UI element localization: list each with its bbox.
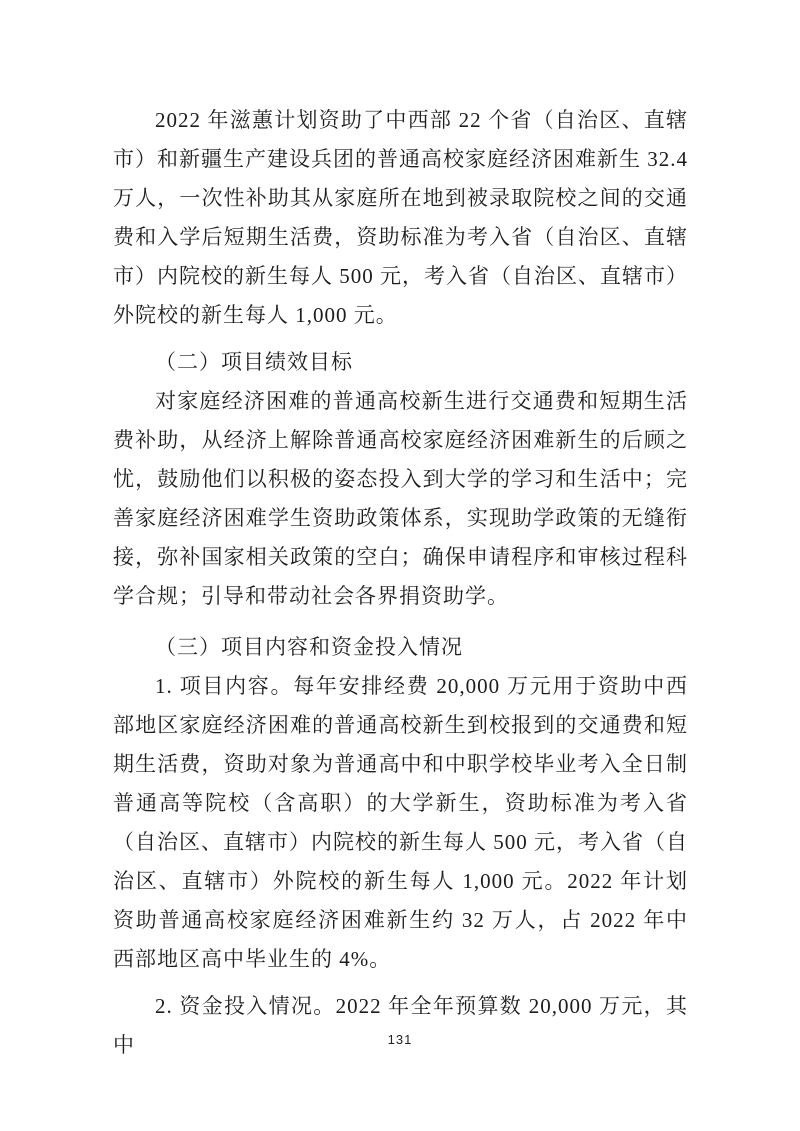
heading-section-3-content-and-funding: （三）项目内容和资金投入情况 [155,635,463,659]
page-number: 131 [387,1032,413,1047]
paragraph-performance-goals: 对家庭经济困难的普通高校新生进行交通费和短期生活费补助，从经济上解除普通高校家庭经济困难新生的后顾之忧，鼓励他们以积极的姿态投入到大学的学习和生活中；完善家庭经济困难学生资助政策体系，实现助学政策的无缝衔接，弥补国家相关政策的空白；确保申请程序和审核过程科学合规；引导和带动社会各界捐资助学。 [113,389,688,608]
heading-section-2-performance-goals: （二）项目绩效目标 [155,350,353,374]
paragraph-funding-input: 2. 资金投入情况。2022 年全年预算数 20,000 万元，其中 [113,994,688,1057]
document-body [113,101,688,1065]
paragraph-zihui-plan-2022: 2022 年滋蕙计划资助了中西部 22 个省（自治区、直辖市）和新疆生产建设兵团的普通高校家庭经济困难新生 32.4 万人，一次性补助其从家庭所在地到被录取院校之间的交通费和入学后短期生活费，资助标准为考入省（自治区、直辖市）内院校的新生每人 500 元，考入省（自治区、直辖市）外院校的新生每人 1,000 元。 [113,108,688,327]
paragraph-project-content: 1. 项目内容。每年安排经费 20,000 万元用于资助中西部地区家庭经济困难的普通高校新生到校报到的交通费和短期生活费，资助对象为普通高中和中职学校毕业考入全日制普通高等院校（含高职）的大学新生，资助标准为考入省（自治区、直辖市）内院校的新生每人 500 元，考入省（自治区、直辖市）外院校的新生每人 1,000 元。2022 年计划资助普通高校家庭经济困难新生约 32 万人，占 2022 年中西部地区高中毕业生的 4%。 [113,674,688,971]
